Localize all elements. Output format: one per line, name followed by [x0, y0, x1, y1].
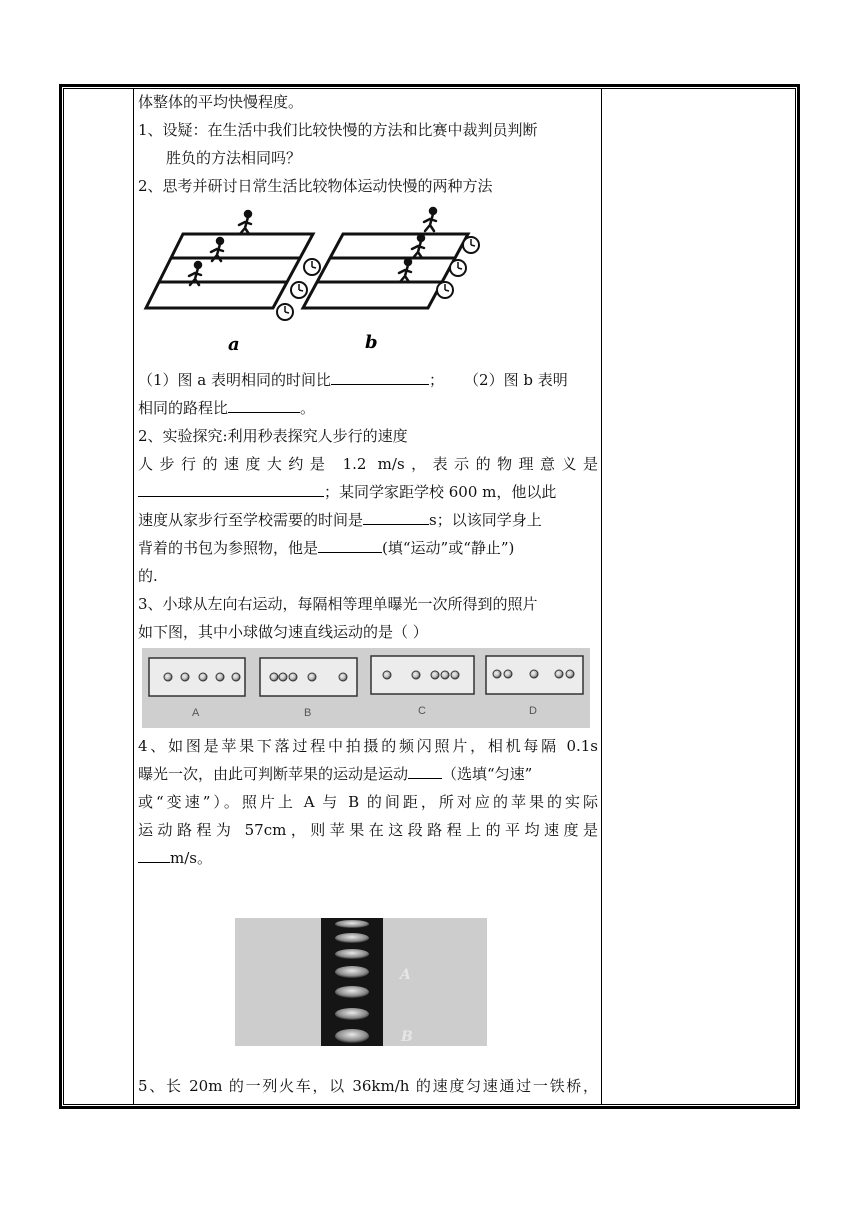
- runner-icon: [424, 214, 436, 231]
- question-2-line: 相同的路程比 。: [138, 394, 598, 422]
- experiment-heading: 2、实验探究:利用秒表探究人步行的速度: [138, 427, 408, 445]
- experiment-line: 的.: [138, 567, 158, 585]
- runner-icon: [412, 241, 424, 258]
- answer-blank: [138, 844, 170, 863]
- column-divider-left: [133, 88, 134, 1105]
- answer-blank: [408, 760, 442, 779]
- experiment-line: 速度从家步行至学校需要的时间是 s；以该同学身上: [138, 506, 598, 534]
- runner-icon: [399, 265, 411, 282]
- figure-label-a: a: [228, 334, 240, 355]
- apple-point-b: B: [401, 1029, 413, 1045]
- balls-figure: [138, 646, 598, 732]
- apple-figure: [138, 872, 598, 1072]
- question-2-line: （1）图 a 表明相同的时间比 ； （2）图 b 表明: [138, 366, 598, 394]
- apple-strobe-photo: [138, 872, 598, 1072]
- option-label-c: C: [418, 705, 426, 717]
- question-3-line: 如下图，其中小球做匀速直线运动的是（ ）: [138, 623, 428, 641]
- apple-point-a: A: [400, 967, 411, 983]
- photo-box-a: [149, 658, 245, 696]
- runners-diagram: [138, 200, 598, 366]
- experiment-line: 背着的书包为参照物，他是 (填“运动”或“静止”): [138, 534, 598, 562]
- answer-blank: [331, 366, 429, 385]
- experiment-line: 人步行的速度大约是 1.2 m/s，表示的物理意义是: [138, 455, 598, 473]
- question-1-line: 胜负的方法相同吗？: [166, 149, 302, 167]
- column-divider-right: [601, 88, 602, 1105]
- answer-blank: [228, 394, 300, 413]
- question-4-line: 运动路程为 57cm，则苹果在这段路程上的平均速度是: [138, 821, 598, 839]
- runners-figure: [138, 200, 598, 366]
- question-1-line: 1、设疑：在生活中我们比较快慢的方法和比赛中裁判员判断: [138, 121, 538, 139]
- runner-icon: [239, 217, 251, 234]
- experiment-line: ；某同学家距学校 600 m，他以此: [138, 478, 598, 506]
- text-line: 体整体的平均快慢程度。: [138, 93, 304, 111]
- answer-blank: [318, 534, 382, 553]
- question-4-line: 曝光一次，由此可判断苹果的运动是运动 （选填“匀速”: [138, 760, 598, 788]
- balls-photo: [138, 646, 598, 732]
- lesson-content: [138, 88, 598, 1100]
- question-4-line: 或“变速”）。照片上 A 与 B 的间距，所对应的苹果的实际: [138, 793, 598, 811]
- question-4-line: 4、如图是苹果下落过程中拍摄的频闪照片，相机每隔 0.1s: [138, 737, 598, 755]
- option-label-a: A: [192, 707, 200, 719]
- option-label-b: B: [304, 707, 312, 719]
- question-2-heading: 2、思考并研讨日常生活比较物体运动快慢的两种方法: [138, 177, 493, 195]
- question-4-line: m/s。: [138, 844, 598, 872]
- track-a: [146, 234, 313, 308]
- question-3-line: 3、小球从左向右运动，每隔相等理单曝光一次所得到的照片: [138, 595, 538, 613]
- answer-blank: [138, 478, 324, 497]
- figure-label-b: b: [365, 332, 378, 353]
- answer-blank: [363, 506, 429, 525]
- option-label-d: D: [529, 705, 537, 717]
- question-5-line: 5、长 20m 的一列火车，以 36km/h 的速度匀速通过一铁桥，: [138, 1077, 598, 1095]
